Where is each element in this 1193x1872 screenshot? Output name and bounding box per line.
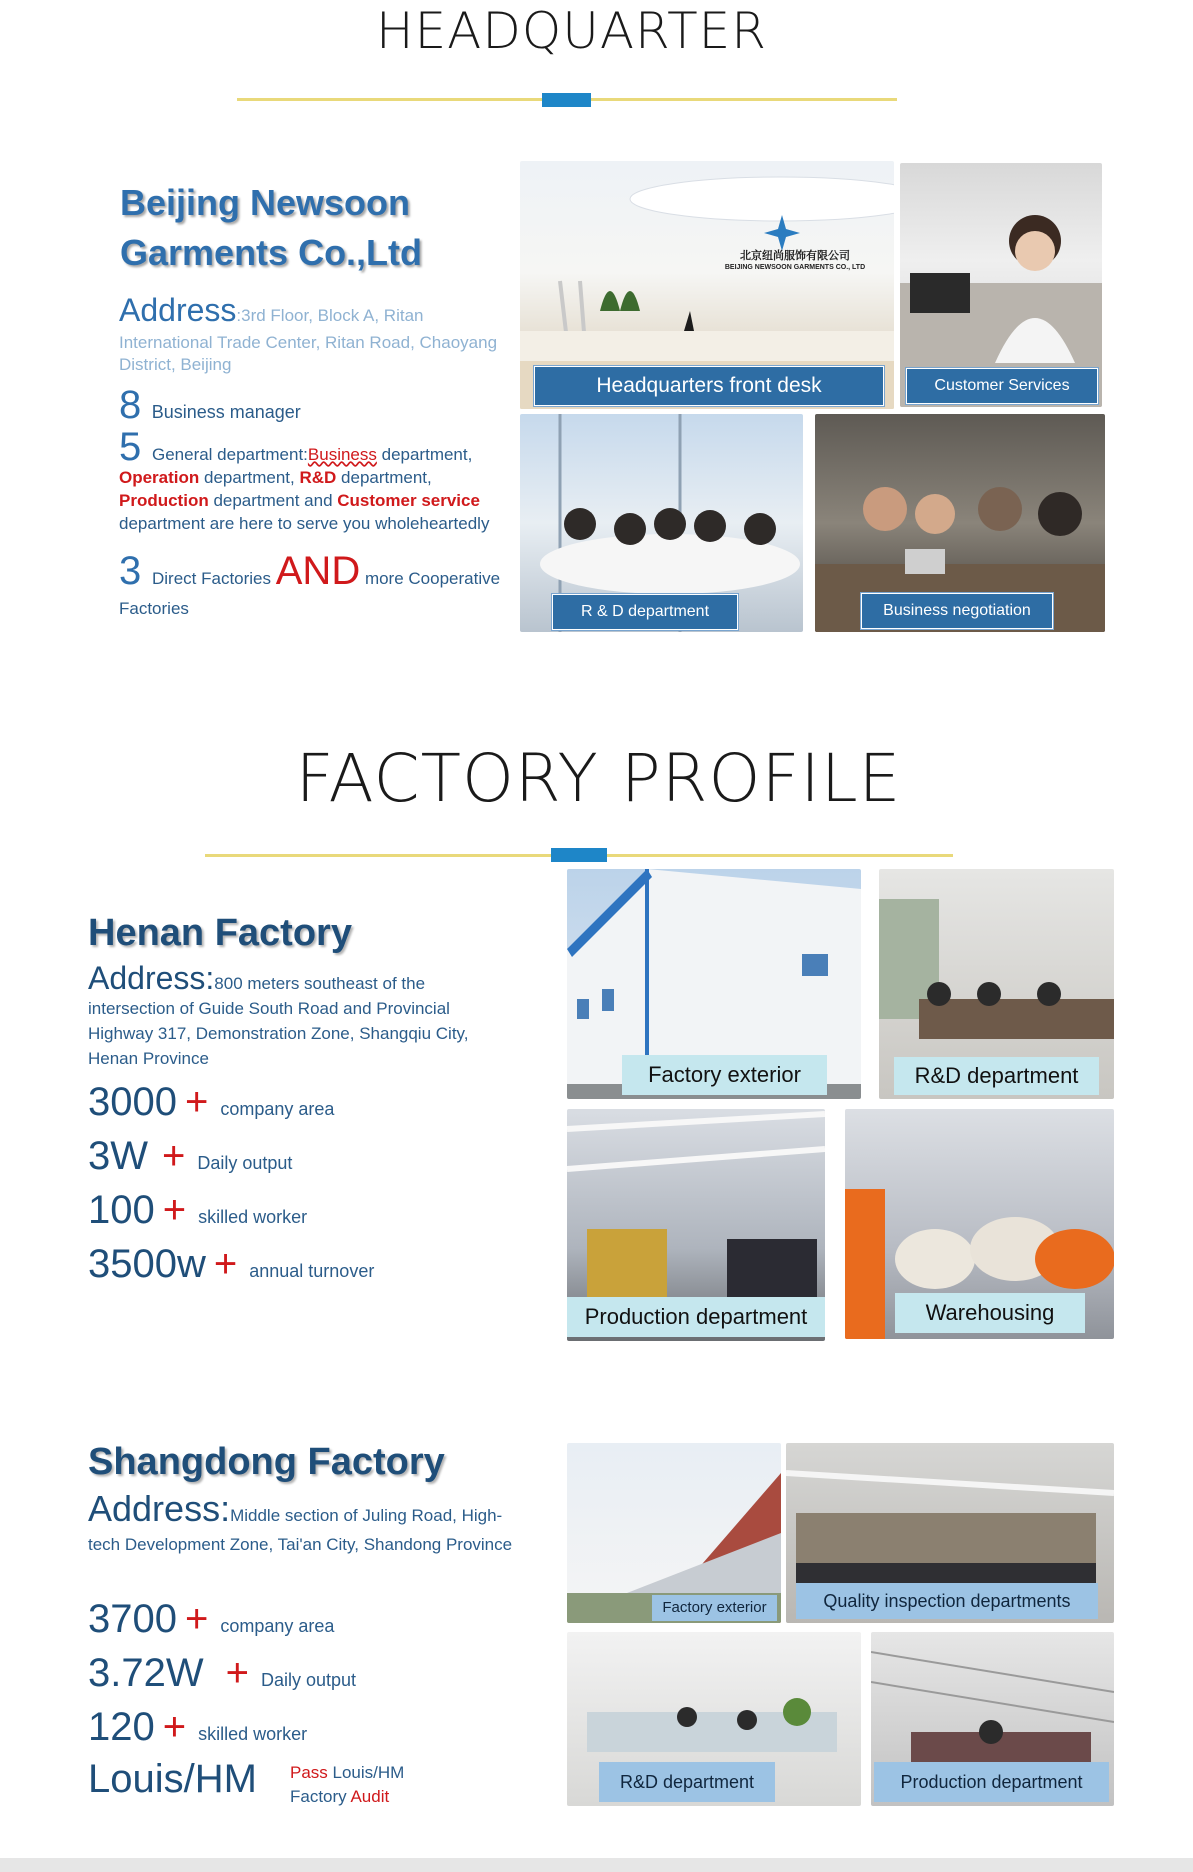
henan-area-label: company area [220,1099,335,1119]
shandong-area-label: company area [220,1616,335,1636]
caption-shandong-quality: Quality inspection departments [796,1583,1098,1619]
caption-shandong-exterior: Factory exterior [652,1595,777,1621]
hq-address [119,290,509,377]
shandong-stat-output [88,1651,356,1696]
company-name-line1: Beijing Newsoon [120,182,411,223]
dept-text-1: department, [376,445,473,464]
henan-address-text: 800 meters southeast of the intersection of Guide South Road and Provincial Highway 317, Demonstration Zone, Shangqiu City, Henan Province [88,974,469,1068]
logo-en: BEIJING NEWSOON GARMENTS CO., LTD [724,264,866,271]
caption-business-negotiation: Business negotiation [861,593,1053,629]
audit-note [290,1761,404,1809]
dept-customer: Customer service [337,491,480,510]
bottom-bar [0,1858,1193,1872]
shandong-address-text: Middle section of Juling Road, High-tech Development Zone, Tai'an City, Shandong Province [88,1506,513,1554]
shandong-address [88,1488,518,1560]
dept-text-2: department, [199,468,300,487]
headquarter-divider-mark [542,93,591,107]
and-word: AND [275,549,361,593]
photo-shandong-quality [786,1443,1114,1623]
hq-stat-departments [119,425,519,535]
factory-divider-mark [551,848,607,862]
shandong-area-num: 3700 [88,1597,177,1641]
dept-text-5: department are here to serve you wholeheartedly [119,514,490,533]
hq-factories-label: Direct Factories [151,569,272,588]
photo-hq-rd [520,414,803,632]
henan-turnover-plus: + [213,1242,238,1286]
henan-stat-area [88,1080,334,1125]
hq-stat-factories [119,549,519,624]
shandong-output-num: 3.72W [88,1651,204,1695]
shandong-area-plus: + [184,1597,209,1641]
headquarter-title: HEADQUARTER [375,2,768,60]
dept-text-4: department and [208,491,338,510]
henan-address [88,960,508,1072]
dept-business: Business [307,445,377,464]
henan-output-plus: + [162,1134,186,1178]
henan-turnover-num: 3500w [88,1242,206,1286]
hq-factories-more: more Cooperative [364,569,501,588]
photo-shandong-exterior [567,1443,781,1623]
caption-front-desk: Headquarters front desk [534,366,884,406]
henan-workers-plus: + [162,1188,187,1232]
audit-brand: Louis/HM [88,1757,257,1801]
photo-shandong-rd [567,1632,861,1806]
shandong-output-plus: + [225,1651,249,1695]
shandong-workers-num: 120 [88,1705,155,1749]
shandong-address-label: Address: [88,1488,231,1529]
shandong-stat-area [88,1597,334,1642]
caption-henan-exterior: Factory exterior [622,1055,827,1095]
audit-brand-small: Louis/HM [327,1763,405,1782]
henan-turnover-label: annual turnover [249,1261,375,1281]
photo-customer-services [900,163,1102,407]
shandong-factory-name: Shangdong Factory [88,1441,445,1483]
henan-workers-label: skilled worker [198,1207,308,1227]
caption-henan-production: Production department [567,1297,825,1337]
photo-henan-rd [879,869,1114,1099]
caption-shandong-rd: R&D department [599,1762,775,1802]
caption-customer-services: Customer Services [906,368,1098,404]
caption-henan-warehousing: Warehousing [895,1293,1085,1333]
hq-factories-more2: Factories [119,599,189,618]
shandong-audit [88,1757,405,1806]
henan-stat-turnover [88,1242,374,1287]
henan-area-plus: + [184,1080,209,1124]
henan-output-num: 3W [88,1134,148,1178]
henan-address-label: Address: [88,960,215,996]
photo-henan-production [567,1109,825,1341]
photo-henan-warehousing [845,1109,1114,1339]
hq-managers-count: 8 [119,383,142,427]
shandong-workers-plus: + [162,1705,187,1749]
photo-front-desk [520,161,894,409]
henan-stat-output [88,1134,292,1179]
shandong-stat-workers [88,1705,307,1750]
shandong-workers-label: skilled worker [198,1724,308,1744]
hq-factories-count: 3 [119,549,142,593]
caption-shandong-production: Production department [874,1762,1109,1802]
logo-cn: 北京纽尚服饰有限公司 [740,250,850,262]
hq-stat-managers [119,383,301,428]
caption-henan-rd: R&D department [894,1057,1099,1095]
hq-departments-count: 5 [119,425,142,469]
factory-profile-title: FACTORY PROFILE [295,740,902,817]
photo-business-negotiation [815,414,1105,632]
company-name [120,178,422,278]
henan-area-num: 3000 [88,1080,177,1124]
dept-operation: Operation [119,468,200,487]
dept-rd: R&D [299,468,337,487]
henan-workers-num: 100 [88,1188,155,1232]
audit-pass: Pass [290,1763,328,1782]
dept-text-3: department, [336,468,432,487]
caption-hq-rd: R & D department [552,594,738,630]
dept-production: Production [119,491,209,510]
hq-address-label: Address [119,292,237,328]
photo-henan-exterior [567,869,861,1099]
company-name-line2: Garments Co.,Ltd [120,232,423,273]
hq-departments-prefix: General department: [151,445,308,464]
henan-factory-name: Henan Factory [88,912,352,954]
hq-managers-label: Business manager [151,402,301,422]
hq-address-text: :3rd Floor, Block A, Ritan International Trade Center, Ritan Road, Chaoyang District, Beijing [119,306,498,375]
henan-output-label: Daily output [197,1153,293,1173]
audit-word: Audit [350,1787,390,1806]
photo-shandong-production [871,1632,1114,1806]
henan-stat-workers [88,1188,307,1233]
audit-factory: Factory [290,1787,351,1806]
shandong-output-label: Daily output [260,1670,357,1690]
